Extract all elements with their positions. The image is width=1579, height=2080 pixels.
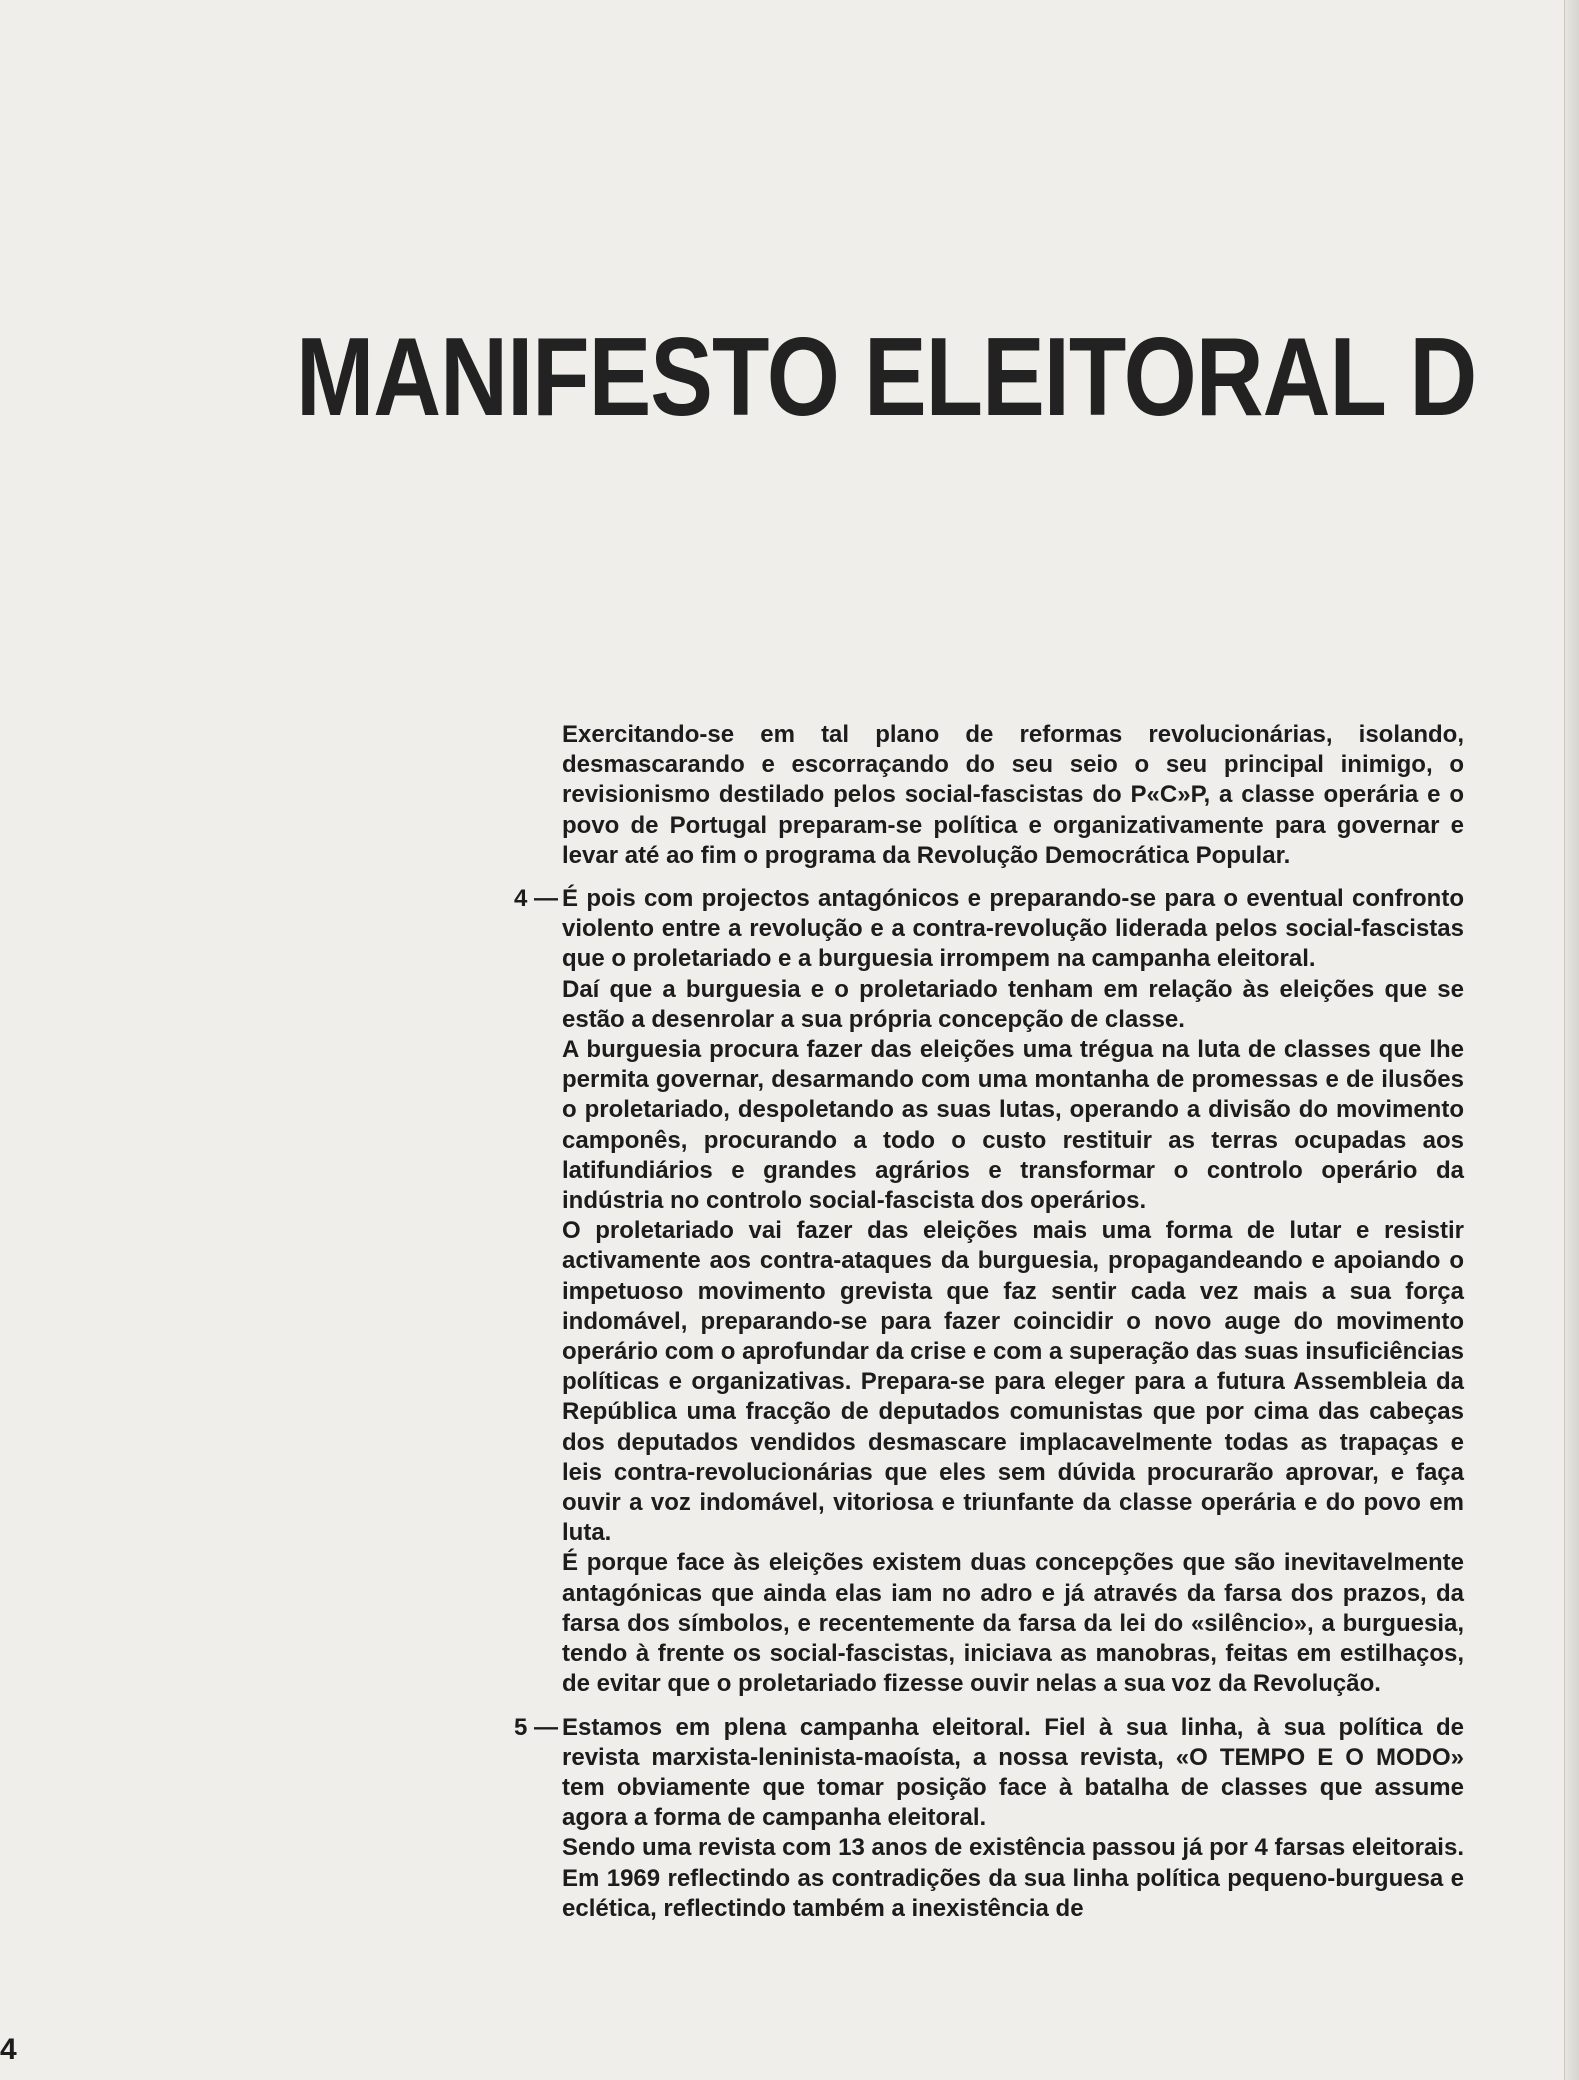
section-4-paragraph-5: É porque face às eleições existem duas concepções que são inevitavelmente antagónicas que ainda elas iam no adro e já através da farsa dos prazos, da farsa dos símbolos, e recentemente da farsa da lei do «silêncio», a burguesia, tendo à frente os social-fascistas, iniciava as manobras, feitas em estilhaços, de evitar que o proletariado fizesse ouvir nelas a sua voz da Revolução. [562, 1549, 1464, 1698]
section-4-paragraph-3: A burguesia procura fazer das eleições uma trégua na luta de classes que lhe permita governar, desarmando com uma montanha de promessas e de ilusões o proletariado, despoletando as suas lutas, operando a divisão do movimento camponês, procurando a todo o custo restituir as terras ocupadas aos latifundiários e grandes agrários e transformar o controlo operário da indústria no controlo social-fascista dos operários. [562, 1036, 1464, 1215]
section-4-paragraph-4: O proletariado vai fazer das eleições mais uma forma de lutar e resistir activamente aos contra-ataques da burguesia, propagandeando e apoiando o impetuoso movimento grevista que faz sentir cada vez mais a sua força indomável, preparando-se para fazer coincidir o novo auge do movimento operário com o aprofundar da crise e com a superação das suas insuficiências políticas e organizativas. Prepara-se para eleger para a futura Assembleia da República uma fracção de deputados comunistas que por cima das cabeças dos deputados vendidos desmascare implacavelmente todas as trapaças e leis contra-revolucionárias que eles sem dúvida procurarão aprovar, e faça ouvir a voz indomável, vitoriosa e triunfante da classe operária e do povo em luta. [562, 1217, 1464, 1547]
section-4 [513, 884, 1464, 975]
section-4-paragraph-1: É pois com projectos antagónicos e preparando-se para o eventual confronto violento entre a revolução e a contra-revolução liderada pelos social-fascistas que o proletariado e a burguesia irrompem na campanha eleitoral. [562, 885, 1464, 973]
section-5 [513, 1713, 1464, 1834]
headline: MANIFESTO ELEITORAL D [296, 318, 1477, 436]
page-edge [1564, 0, 1579, 2080]
section-5-number: 5 — [513, 1713, 558, 1741]
paragraph-intro: Exercitando-se em tal plano de reformas revolucionárias, isolando, desmascarando e escorraçando do seu seio o seu principal inimigo, o revisionismo destilado pelos social-fascistas do P«C»P, a classe operária e o povo de Portugal preparam-se política e organizativamente para governar e levar até ao fim o programa da Revolução Democrática Popular. [562, 721, 1464, 869]
section-4-paragraph-2: Daí que a burguesia e o proletariado tenham em relação às eleições que se estão a desenrolar a sua própria concepção de classe. [562, 975, 1464, 1033]
section-4-number: 4 — [513, 885, 558, 913]
page-number: 4 [0, 2033, 17, 2066]
section-5-paragraph-2: Sendo uma revista com 13 anos de existência passou já por 4 farsas eleitorais. Em 1969 reflectindo as contradições da sua linha política pequeno-burguesa e eclética, reflectindo também a inexistência de [562, 1834, 1464, 1922]
article-body [513, 720, 1464, 1924]
section-5-paragraph-1: Estamos em plena campanha eleitoral. Fiel à sua linha, à sua política de revista marxista-leninista-maoísta, a nossa revista, «O TEMPO E O MODO» tem obviamente que tomar posição face à batalha de classes que assume agora a forma de campanha eleitoral. [562, 1713, 1464, 1832]
